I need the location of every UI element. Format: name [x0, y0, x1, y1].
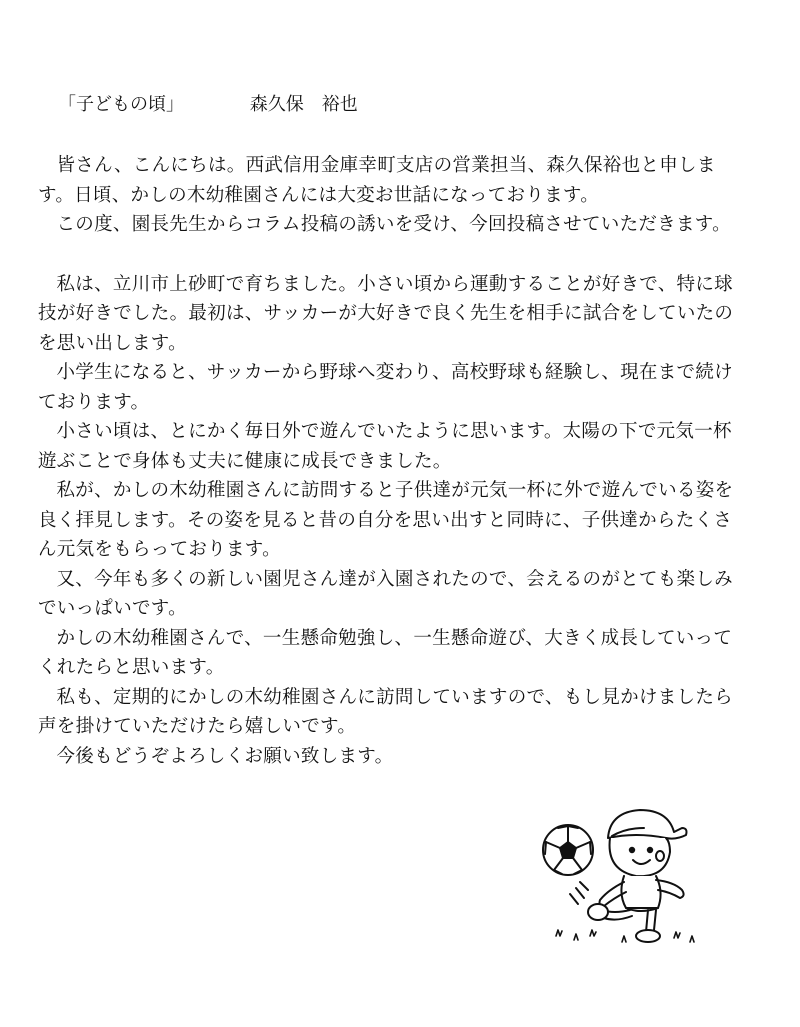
paragraph: 皆さん、こんにちは。西武信用金庫幸町支店の営業担当、森久保裕也と申します。日頃、かしの木幼稚園さんには大変お世話になっております。	[38, 155, 716, 206]
paragraph: 又、今年も多くの新しい園児さん達が入園されたので、会えるのがとても楽しみでいっぱいです。	[38, 568, 733, 619]
child-head	[610, 838, 670, 876]
paragraph: 小さい頃は、とにかく毎日外で遊んでいたように思います。太陽の下で元気一杯遊ぶことで身体も丈夫に健康に成長できました。	[38, 421, 732, 472]
soccer-ball-icon	[543, 825, 593, 875]
standing-leg	[646, 910, 656, 932]
column-header	[58, 93, 358, 117]
paragraph: 私は、立川市上砂町で育ちました。小さい頃から運動することが好きで、特に球技が好きでした。最初は、サッカーが大好きで良く先生を相手に試合をしていたのを思い出します。	[38, 273, 734, 354]
paragraph-spacer	[38, 240, 738, 270]
cap-icon	[608, 810, 687, 839]
paragraph: 私も、定期的にかしの木幼稚園さんに訪問していますので、もし見かけましたら声を掛けていただけたら嬉しいです。	[38, 686, 733, 737]
author-name	[250, 94, 358, 115]
paragraph: 私が、かしの木幼稚園さんに訪問すると子供達が元気一杯に外で遊んでいる姿を良く拝見します。その姿を見ると昔の自分を思い出すと同時に、子供達からたくさん元気をもらっております。	[38, 480, 734, 560]
author-given-name: 裕也	[321, 94, 358, 115]
child-soccer-illustration	[536, 798, 702, 948]
grass-icon	[556, 930, 694, 942]
child-body	[621, 876, 660, 908]
paragraph: かしの木幼稚園さんで、一生懸命勉強し、一生懸命遊び、大きく成長していってくれたらと思います。	[38, 627, 733, 678]
paragraph: 今後もどうぞよろしくお願い致します。	[56, 745, 394, 767]
column-body	[38, 151, 738, 771]
author-family-name: 森久保	[249, 94, 304, 115]
column-title: 「子どもの頃」	[58, 94, 184, 115]
paragraph: この度、園長先生からコラム投稿の誘いを受け、今回投稿させていただきます。	[56, 214, 731, 235]
paragraph: 小学生になると、サッカーから野球へ変わり、高校野球も経験し、現在まで続けております。	[38, 362, 733, 413]
